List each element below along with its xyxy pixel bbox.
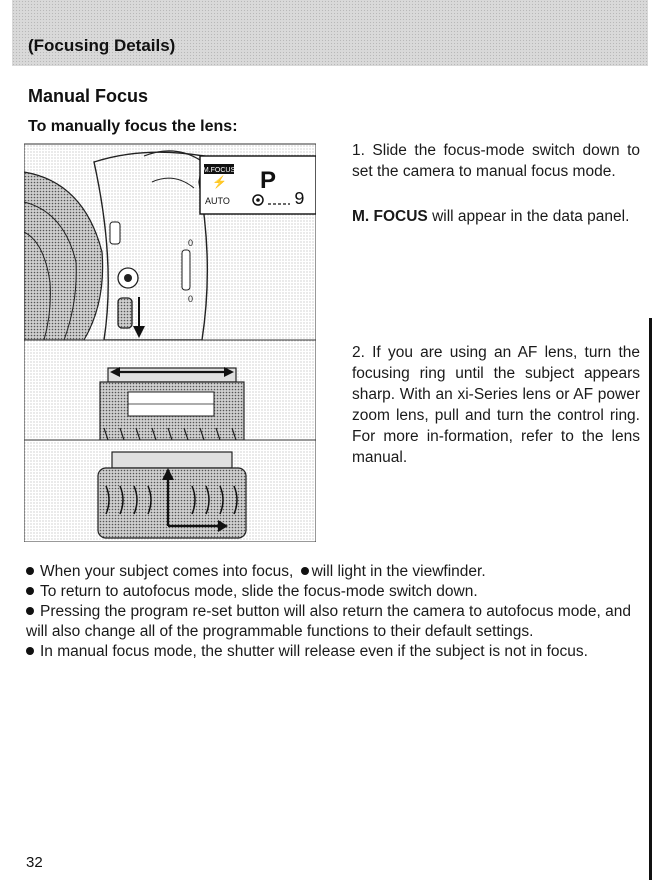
bullet-icon <box>26 567 34 575</box>
panel-auto-label: AUTO <box>205 196 230 206</box>
step-1-note-rest: will appear in the data panel. <box>427 208 630 225</box>
bullet-notes <box>26 562 642 662</box>
svg-text:⚡: ⚡ <box>212 175 227 189</box>
bullet-1-before: When your subject comes into focus, <box>40 563 294 580</box>
bullet-icon <box>26 607 34 615</box>
bullet-item <box>26 562 642 582</box>
section-label: (Focusing Details) <box>28 36 176 55</box>
bullet-item <box>26 642 642 662</box>
svg-text:0: 0 <box>188 238 194 248</box>
bullet-item <box>26 602 642 642</box>
bullet-4-text: In manual focus mode, the shutter will release even if the subject is not in focus. <box>40 643 588 660</box>
step-1-text: 1. Slide the focus-mode switch down to set the camera to manual focus mode. <box>352 142 640 180</box>
bullet-icon <box>26 647 34 655</box>
step-1-note <box>352 206 640 227</box>
page-number: 32 <box>26 854 43 871</box>
power-zoom-lens-drawing <box>24 440 316 542</box>
svg-text:0: 0 <box>188 294 194 304</box>
focus-illustration <box>24 142 316 542</box>
data-panel-inset <box>200 156 316 214</box>
panel-mode-letter: P <box>260 167 277 194</box>
section-header-band <box>12 0 648 66</box>
focus-signal-icon <box>301 567 309 575</box>
bullet-2-text: To return to autofocus mode, slide the focus-mode switch down. <box>40 583 478 600</box>
bullet-item <box>26 582 642 602</box>
af-lens-drawing <box>24 340 316 440</box>
mfocus-term: M. FOCUS <box>352 208 428 225</box>
bullet-3-text: Pressing the program re-set button will also return the camera to autofocus mode, and will also change all of the programmable functions to their default settings. <box>26 603 632 640</box>
step-2-text: 2. If you are using an AF lens, turn the focusing ring until the subject appears sharp. With an xi-Series lens or AF power zoom lens, pull and turn the control ring. For more in-formation, refer to the lens manual. <box>352 344 640 466</box>
page-subtitle: To manually focus the lens: <box>28 118 238 135</box>
panel-frame-count: 9 <box>294 190 305 210</box>
bullet-icon <box>26 587 34 595</box>
scan-edge-divider <box>649 318 652 880</box>
page-title: Manual Focus <box>28 86 149 106</box>
bullet-1-after: will light in the viewfinder. <box>311 563 486 580</box>
panel-mfocus-badge: M.FOCUS <box>202 167 236 174</box>
